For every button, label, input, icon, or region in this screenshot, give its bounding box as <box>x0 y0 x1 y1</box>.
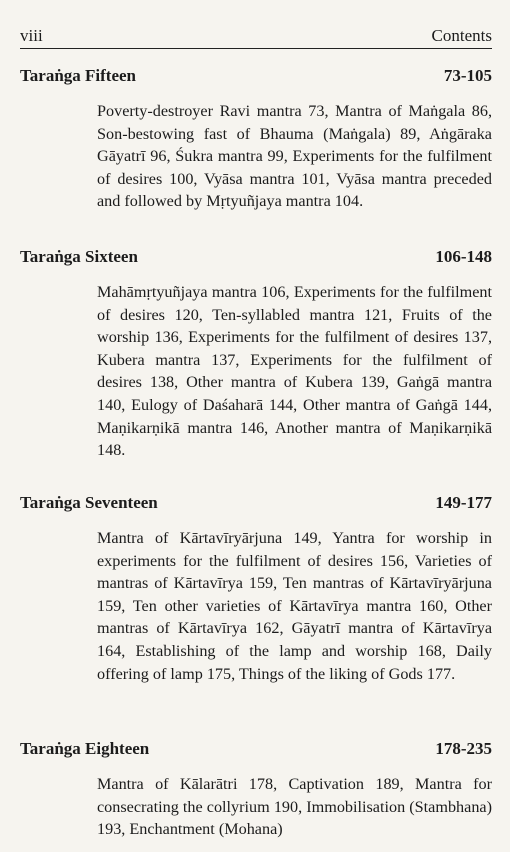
section-page-range: 106-148 <box>435 247 492 266</box>
section-heading <box>20 493 492 513</box>
section-heading <box>20 739 492 759</box>
section-contents: Mahāmṛtyuñjaya mantra 106, Experiments for the fulfilment of desires 120, Ten-syllabled mantra 121, Fruits of the worship 136, Experiments for the fulfilment of desires 137, Kubera mantra 137, Experiments for the fulfilment of desires 138, Other mantra of Kubera 139, Gaṅgā mantra 140, Eulogy of Daśaharā 144, Other mantra of Gaṅgā 144, Maṇikarṇikā mantra 146, Another mantra of Maṇikarṇikā 148. <box>97 283 492 460</box>
section-page-range: 178-235 <box>435 739 492 758</box>
section-page-range: 73-105 <box>443 66 492 85</box>
section-title: Taraṅga Eighteen <box>20 739 150 758</box>
section-heading <box>20 66 492 86</box>
section-taranga-sixteen <box>20 247 492 462</box>
running-head <box>20 26 492 46</box>
section-title: Taraṅga Sixteen <box>20 247 138 266</box>
section-title: Taraṅga Seventeen <box>20 493 158 512</box>
section-taranga-seventeen <box>20 493 492 685</box>
section-taranga-fifteen <box>20 66 492 213</box>
section-page-range: 149-177 <box>435 493 492 512</box>
section-heading <box>20 247 492 267</box>
section-contents: Mantra of Kālarātri 178, Captivation 189, Mantra for consecrating the collyrium 190, Immobilisation (Stambhana) 193, Enchantment (Mohana) <box>97 775 492 839</box>
section-taranga-eighteen <box>20 739 492 841</box>
page-number: viii <box>20 26 43 45</box>
section-contents: Poverty-destroyer Ravi mantra 73, Mantra of Maṅgala 86, Son-bestowing fast of Bhauma (Maṅgala) 89, Aṅgāraka Gāyatrī 96, Śukra mantra 99, Experiments for the fulfilment of desires 100, Vyāsa mantra 101, Vyāsa mantra preceded and followed by Mṛtyuñjaya mantra 104. <box>97 102 492 211</box>
header-rule <box>20 48 492 49</box>
section-contents: Mantra of Kārtavīryārjuna 149, Yantra for worship in experiments for the fulfilment of desires 156, Varieties of mantras of Kārtavīrya 159, Ten mantras of Kārtavīryārjuna 159, Ten other varieties of Kārtavīrya mantra 160, Other mantras of Kārtavīrya 162, Gāyatrī mantra of Kārtavīrya 164, Establishing of the lamp and worship 168, Daily offering of lamp 175, Things of the liking of Gods 177. <box>97 529 492 683</box>
running-title: Contents <box>431 26 492 45</box>
section-title: Taraṅga Fifteen <box>20 66 137 85</box>
